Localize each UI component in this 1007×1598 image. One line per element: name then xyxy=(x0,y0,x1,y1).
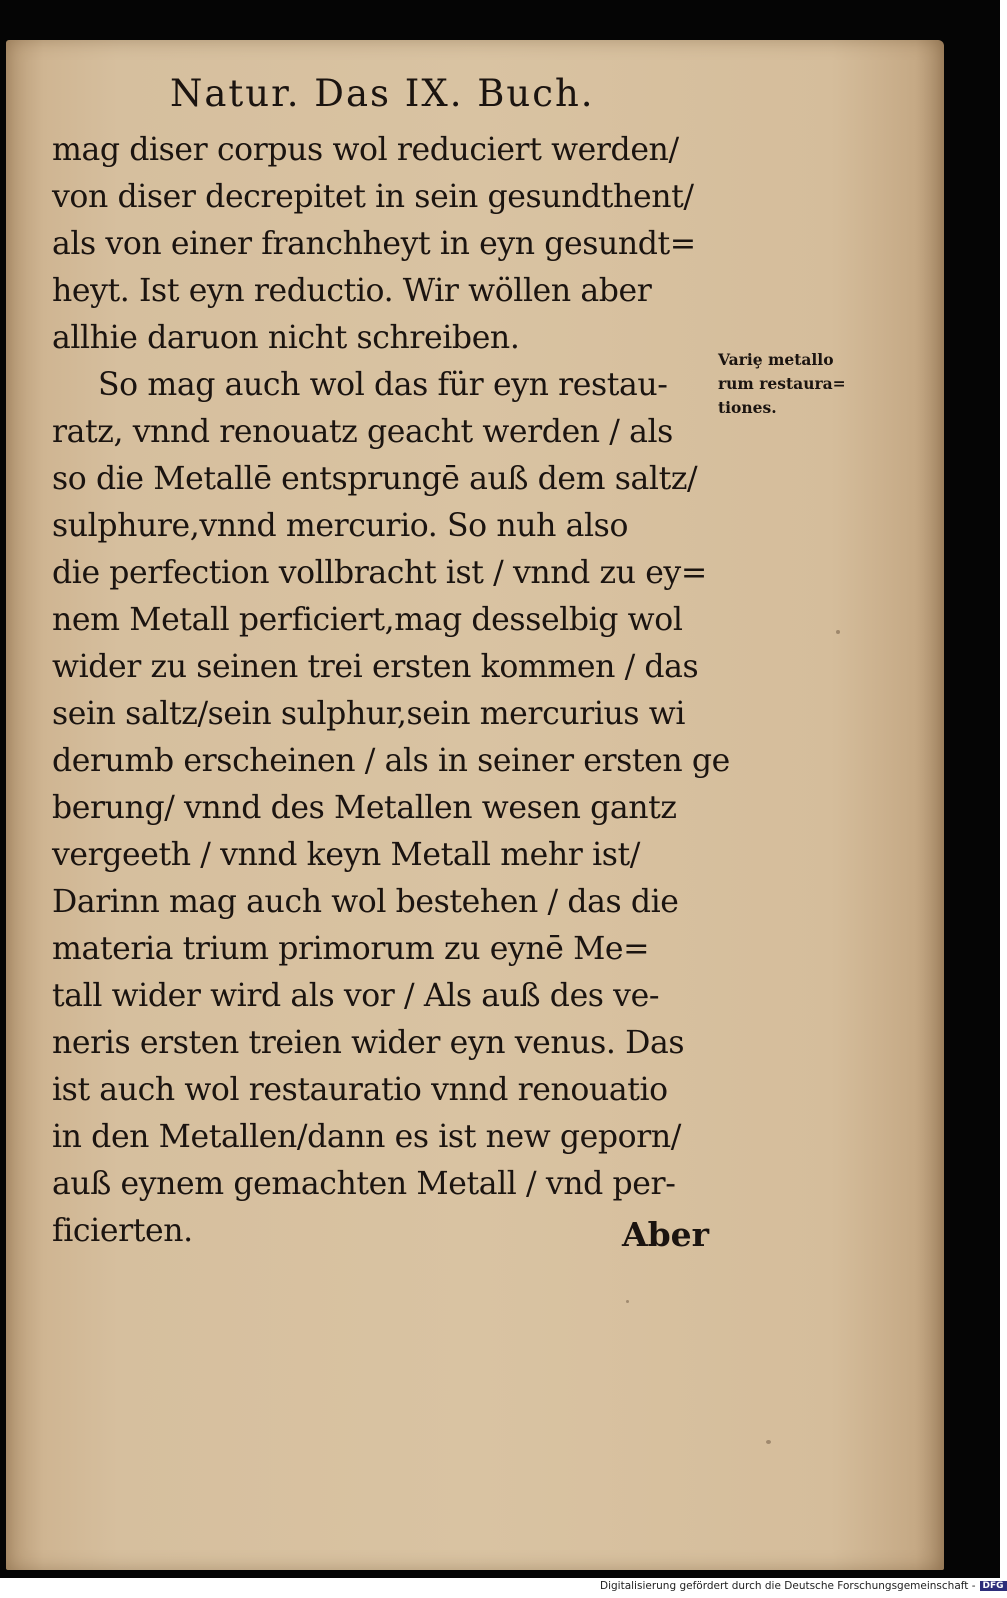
text-line: ficierten. xyxy=(52,1213,193,1249)
text-line: von diser decrepitet in sein gesundthent/ xyxy=(52,179,694,215)
text-line: tall wider wird als vor / Als auß des ve- xyxy=(52,978,660,1014)
text-line: nem Metall perficiert,mag desselbig wol xyxy=(52,602,683,638)
marginal-line: rum restaura= xyxy=(718,374,846,393)
text-line: so die Metallē entsprungē auß dem saltz/ xyxy=(52,461,698,497)
text-line: die perfection vollbracht ist / vnnd zu ey= xyxy=(52,555,707,591)
running-header: Natur. Das IX. Buch. xyxy=(170,72,595,115)
text-line: berung/ vnnd des Metallen wesen gantz xyxy=(52,790,677,826)
text-line: sulphure,vnnd mercurio. So nuh also xyxy=(52,508,629,544)
text-line: derumb erscheinen / als in seiner ersten ge xyxy=(52,743,730,779)
text-line: heyt. Ist eyn reductio. Wir wöllen aber xyxy=(52,273,652,309)
text-line: Darinn mag auch wol bestehen / das die xyxy=(52,884,679,920)
text-line: allhie daruon nicht schreiben. xyxy=(52,320,520,356)
dfg-logo: DFG xyxy=(980,1581,1007,1591)
text-line: in den Metallen/dann es ist new geporn/ xyxy=(52,1119,681,1155)
text-line: wider zu seinen trei ersten kommen / das xyxy=(52,649,699,685)
marginal-note xyxy=(718,348,878,420)
text-line: neris ersten treien wider eyn venus. Das xyxy=(52,1025,685,1061)
marginal-line: Variȩ metallo xyxy=(718,350,834,369)
text-line: ist auch wol restauratio vnnd renouatio xyxy=(52,1072,668,1108)
text-line: sein saltz/sein sulphur,sein mercurius wi xyxy=(52,696,686,732)
text-line: als von einer franchheyt in eyn gesundt= xyxy=(52,226,696,262)
credit-text: Digitalisierung gefördert durch die Deutsche Forschungsgemeinschaft - xyxy=(600,1580,976,1592)
text-line: So mag auch wol das für eyn restau- xyxy=(98,367,668,403)
digitization-credit xyxy=(600,1580,1004,1596)
catchword: Aber xyxy=(622,1215,710,1254)
text-line: ratz, vnnd renouatz geacht werden / als xyxy=(52,414,673,450)
text-line: materia trium primorum zu eynē Me= xyxy=(52,931,650,967)
text-line: vergeeth / vnnd keyn Metall mehr ist/ xyxy=(52,837,640,873)
marginal-line: tiones. xyxy=(718,398,777,417)
main-text-block xyxy=(52,127,730,1255)
text-line: mag diser corpus wol reduciert werden/ xyxy=(52,132,679,168)
text-line: auß eynem gemachten Metall / vnd per- xyxy=(52,1166,676,1202)
